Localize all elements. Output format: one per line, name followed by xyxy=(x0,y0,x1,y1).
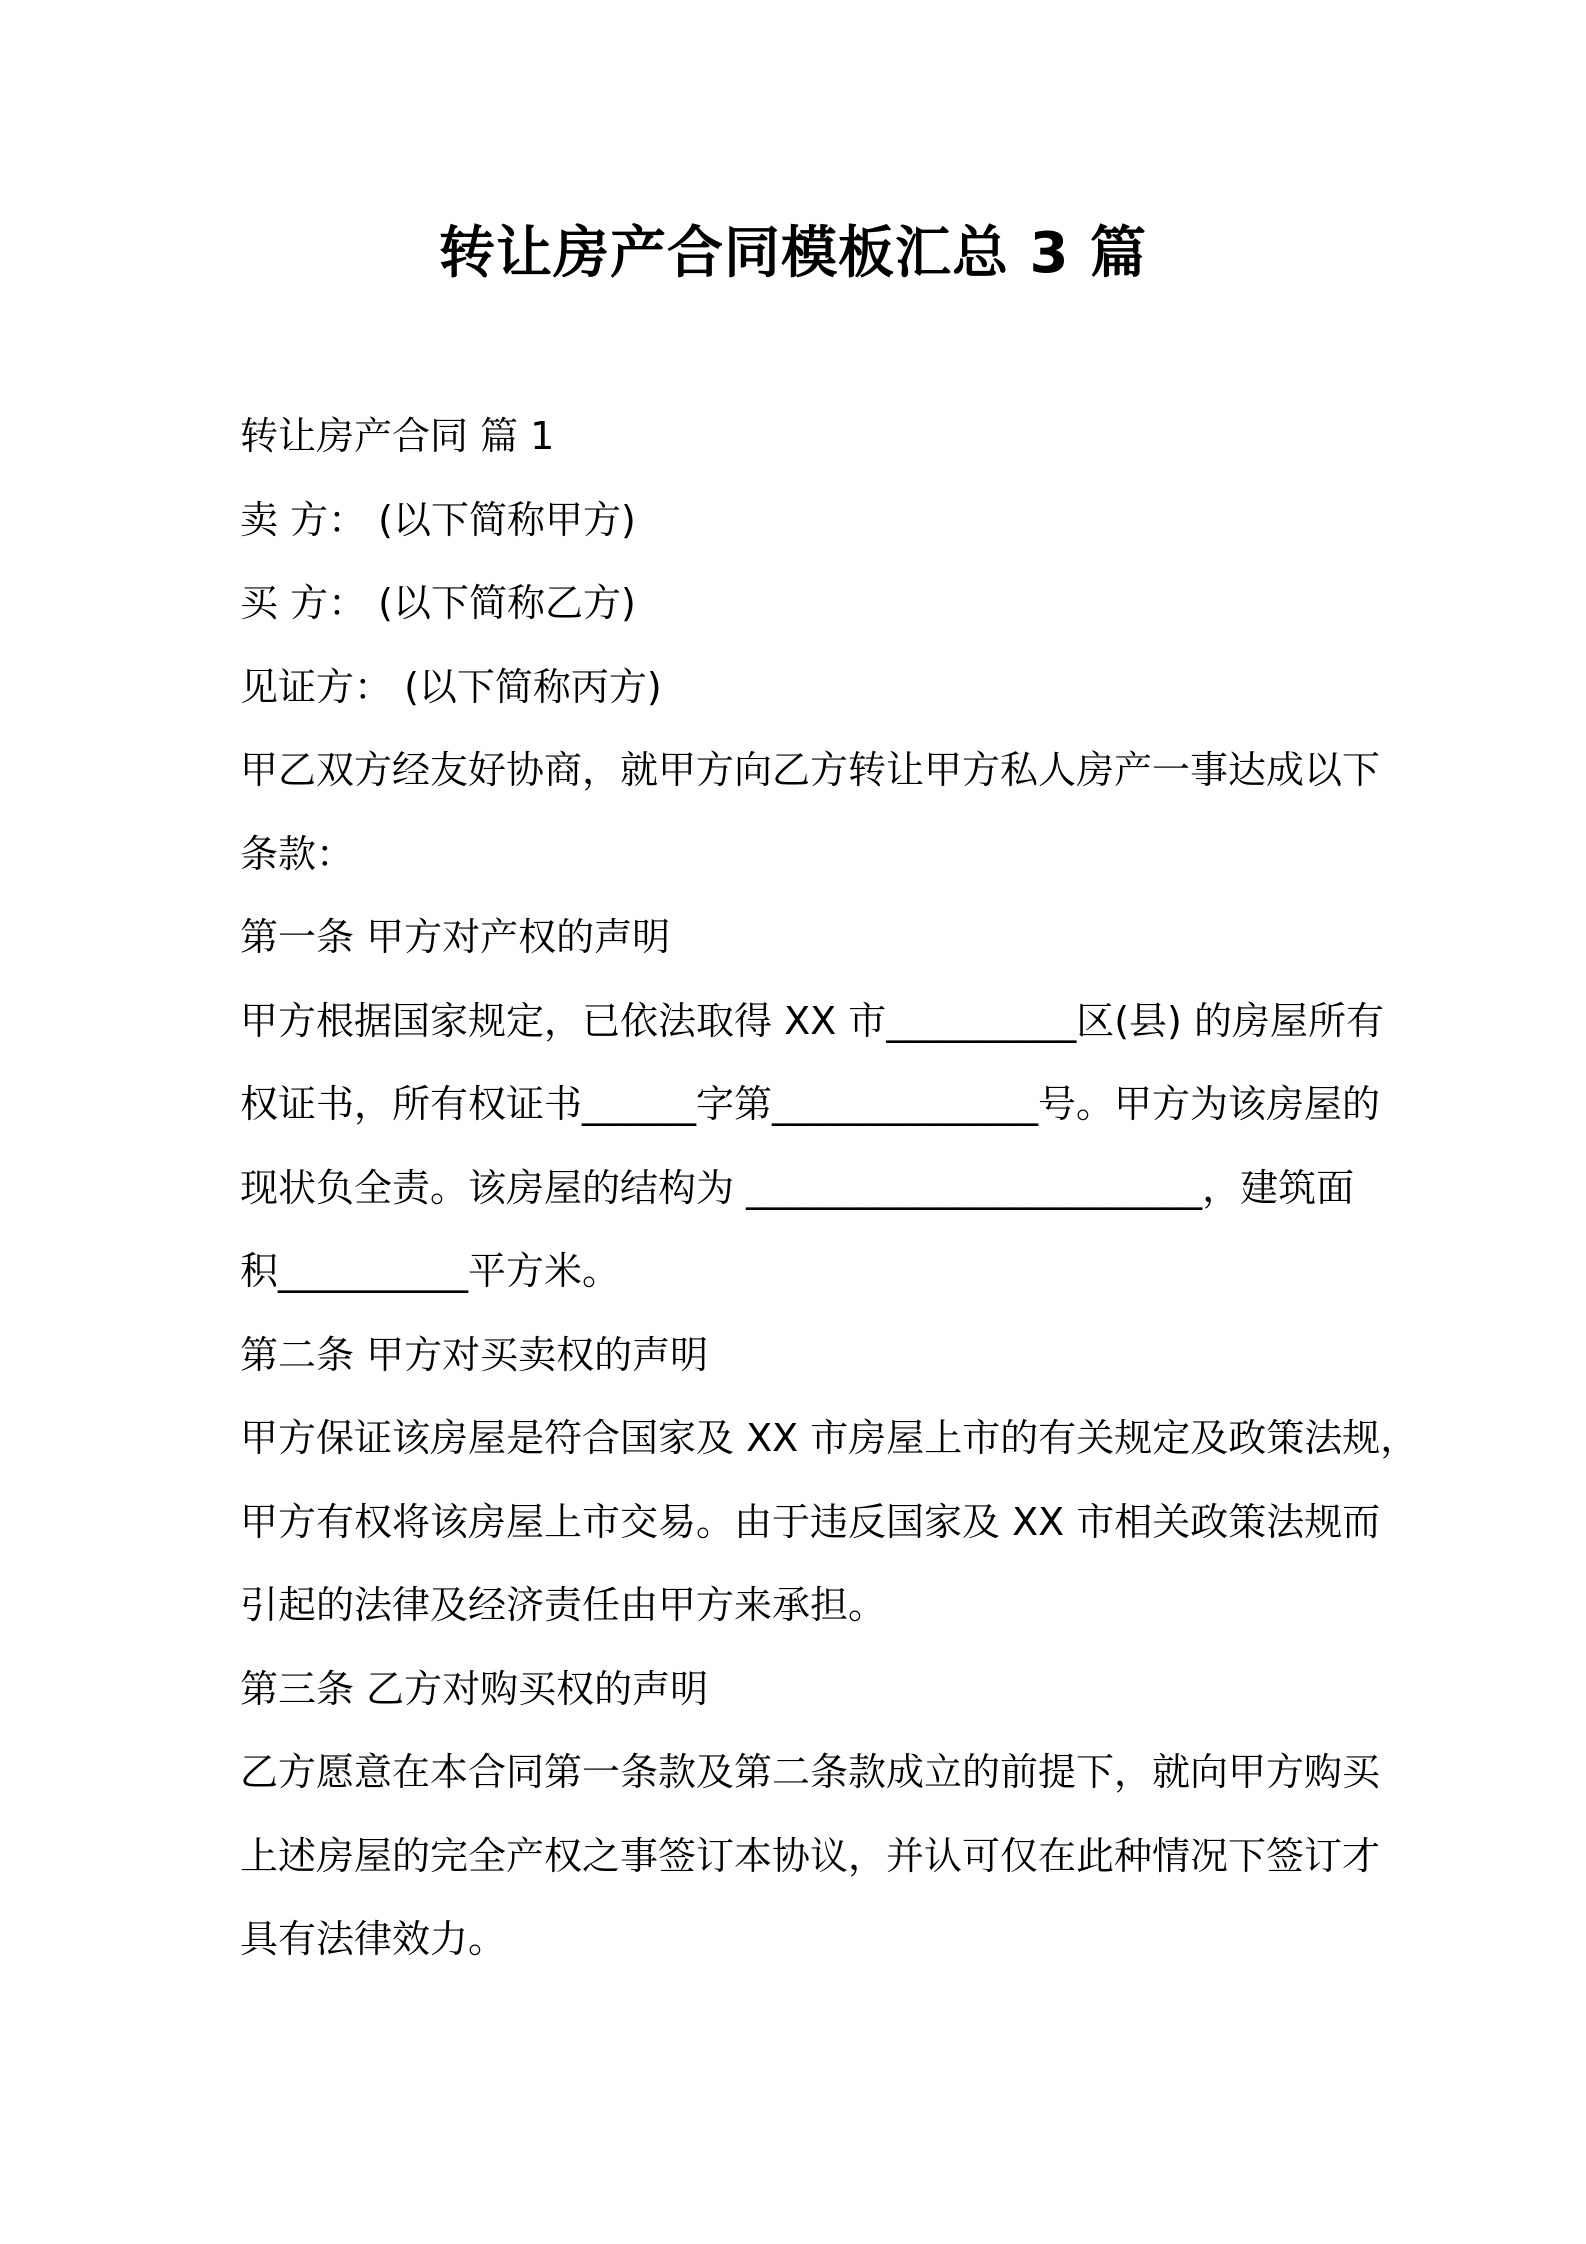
paragraph-line: 积__________平方米。 xyxy=(240,1249,621,1293)
paragraph-line: 甲方根据国家规定，已依法取得 XX 市__________区(县) 的房屋所有 xyxy=(240,998,1384,1043)
seller-line: 卖 方： (以下简称甲方) xyxy=(240,497,636,542)
paragraph-line: 甲方保证该房屋是符合国家及 XX 市房屋上市的有关规定及政策法规， xyxy=(240,1416,1419,1460)
article-3-heading: 第三条 乙方对购买权的声明 xyxy=(240,1666,709,1711)
paragraph-line: 上述房屋的完全产权之事签订本协议，并认可仅在此种情况下签订才 xyxy=(240,1833,1381,1878)
contract-heading: 转让房产合同 篇 1 xyxy=(240,414,555,458)
document-body xyxy=(240,395,1419,1982)
paragraph-line: 甲乙双方经友好协商，就甲方向乙方转让甲方私人房产一事达成以下 xyxy=(240,748,1381,792)
article-2-heading: 第二条 甲方对买卖权的声明 xyxy=(240,1332,709,1377)
article-1-heading: 第一条 甲方对产权的声明 xyxy=(240,915,671,959)
paragraph-line: 具有法律效力。 xyxy=(240,1917,507,1961)
paragraph-line: 甲方有权将该房屋上市交易。由于违反国家及 XX 市相关政策法规而 xyxy=(240,1499,1381,1544)
buyer-line: 买 方： (以下简称乙方) xyxy=(240,581,636,625)
document-title: 转让房产合同模板汇总 3 篇 xyxy=(439,221,1147,286)
paragraph-line: 权证书，所有权证书______字第______________号。甲方为该房屋的 xyxy=(240,1082,1381,1126)
witness-line: 见证方： (以下简称丙方) xyxy=(240,664,662,709)
paragraph-line: 条款： xyxy=(240,831,355,876)
paragraph-line: 乙方愿意在本合同第一条款及第二条款成立的前提下，就向甲方购买 xyxy=(240,1750,1381,1794)
paragraph-line: 引起的法律及经济责任由甲方来承担。 xyxy=(240,1583,887,1627)
paragraph-line: 现状负全责。该房屋的结构为 ________________________，建筑面 xyxy=(240,1165,1355,1210)
